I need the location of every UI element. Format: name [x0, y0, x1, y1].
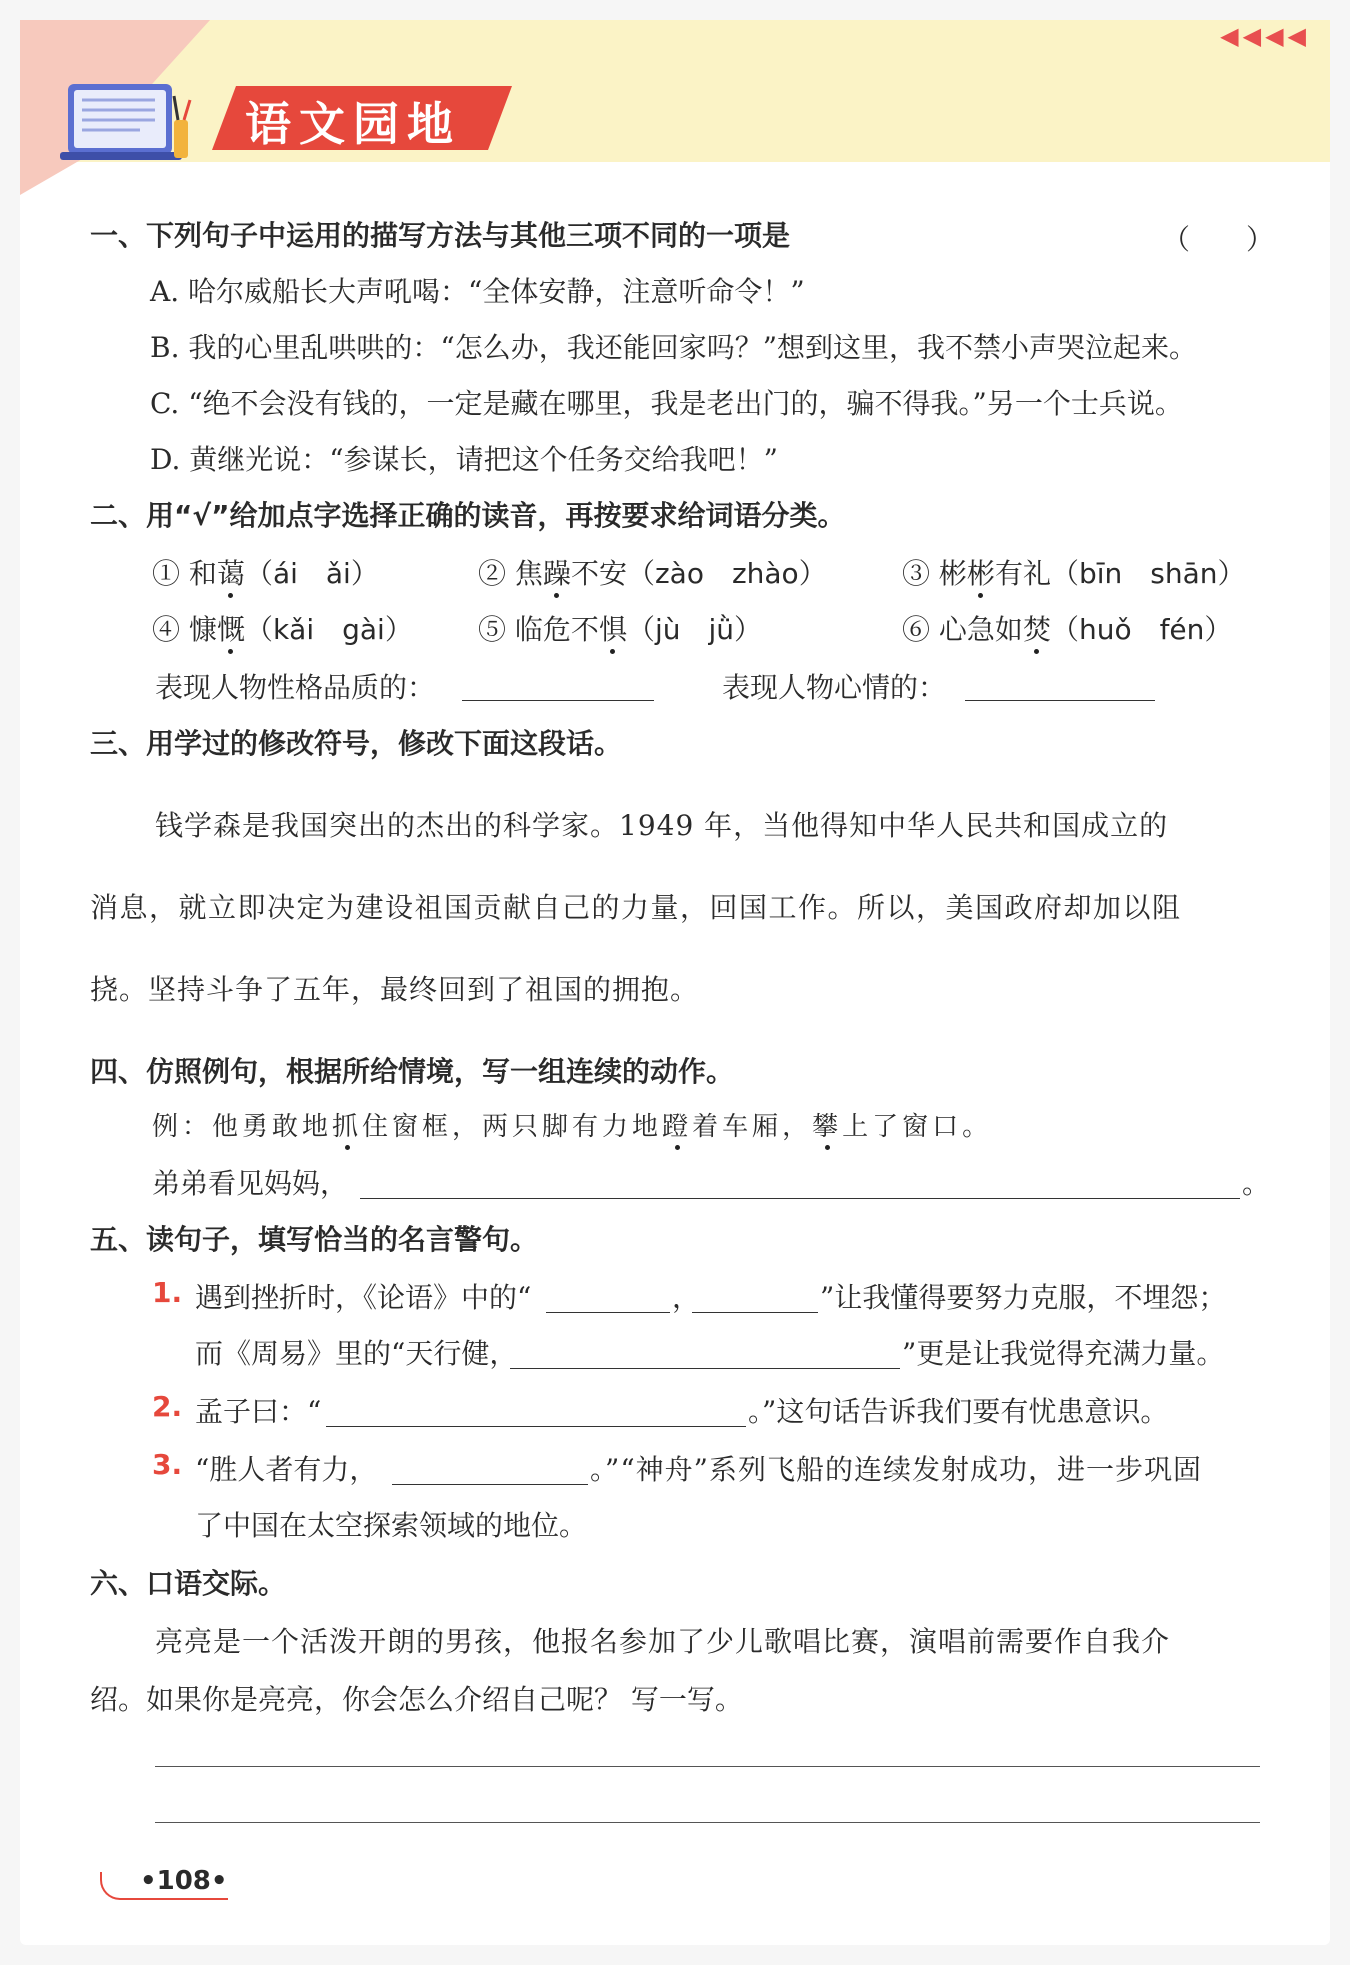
question-3-heading: 三、用学过的修改符号，修改下面这段话。 — [90, 727, 623, 760]
item-number: 2. — [152, 1390, 183, 1423]
option-b: B. 我的心里乱哄哄的：“怎么办，我还能回家吗？”想到这里，我不禁小声哭泣起来。 — [150, 331, 1198, 364]
item-number: 1. — [152, 1276, 183, 1309]
word-item-1: ① 和蔼（ái ǎi） — [152, 557, 379, 590]
writing-answer-line[interactable] — [155, 1766, 1260, 1767]
quote-item-1-text: 而《周易》里的“天行健， — [195, 1337, 518, 1370]
question-4-heading: 四、仿照例句，根据所给情境，写一组连续的动作。 — [90, 1055, 735, 1088]
option-d: D. 黄继光说：“参谋长，请把这个任务交给我吧！” — [150, 443, 778, 476]
example-sentence: 例：他勇敢地抓住窗框，两只脚有力地蹬着车厢，攀上了窗口。 — [152, 1112, 993, 1142]
chevron-decoration-icon: ◀◀◀◀ — [1220, 22, 1310, 50]
option-a: A. 哈尔威船长大声吼喝：“全体安静，注意听命令！” — [150, 275, 805, 308]
dotted-char: 彬 — [966, 557, 995, 590]
word-item-6: ⑥ 心急如焚（huǒ fén） — [902, 613, 1233, 646]
dotted-char: 慨 — [216, 613, 245, 646]
scenario-line: 亮亮是一个活泼开朗的男孩，他报名参加了少儿歌唱比赛，演唱前需要作自我介 — [155, 1625, 1171, 1658]
pinyin-choice[interactable]: （jù jǜ） — [626, 613, 763, 646]
quote-comma: ， — [672, 1281, 701, 1314]
pinyin-choice[interactable]: （zào zhào） — [626, 557, 827, 590]
quote-item-1-text: 遇到挫折时，《论语》中的“ — [195, 1281, 532, 1314]
word-item-3: ③ 彬彬有礼（bīn shān） — [902, 557, 1246, 590]
category-label-mood: 表现人物心情的： — [722, 671, 947, 704]
quote-item-1-text: ”让我懂得要努力克服，不埋怨； — [820, 1281, 1227, 1314]
writing-answer-line[interactable] — [155, 1822, 1260, 1823]
page-number: •108• — [140, 1866, 228, 1896]
word-item-4: ④ 慷慨（kǎi gài） — [152, 613, 413, 646]
imitation-answer-blank[interactable] — [360, 1198, 1240, 1199]
paragraph-line: 挠。坚持斗争了五年，最终回到了祖国的拥抱。 — [90, 973, 700, 1006]
dotted-char: 蔼 — [216, 557, 245, 590]
answer-bracket[interactable]: （ ） — [1162, 223, 1275, 256]
category-answer-blank[interactable] — [462, 700, 654, 701]
quote-blank[interactable] — [510, 1368, 900, 1369]
word-item-2: ② 焦躁不安（zào zhào） — [478, 557, 827, 590]
pinyin-choice[interactable]: （bīn shān） — [1050, 557, 1246, 590]
category-label-character: 表现人物性格品质的： — [155, 671, 436, 704]
quote-blank[interactable] — [392, 1484, 588, 1485]
item-number: 3. — [152, 1448, 183, 1481]
pinyin-choice[interactable]: （huǒ fén） — [1050, 613, 1233, 646]
pinyin-choice[interactable]: （ái ǎi） — [244, 557, 379, 590]
dotted-char: 惧 — [598, 613, 627, 646]
page-number-underline — [140, 1898, 228, 1900]
quote-item-3-text: 了中国在太空探索领域的地位。 — [195, 1509, 588, 1542]
question-1-heading: 一、下列句子中运用的描写方法与其他三项不同的一项是 — [90, 219, 791, 252]
question-5-heading: 五、读句子，填写恰当的名言警句。 — [90, 1223, 539, 1256]
quote-item-3-text: 。”“神舟”系列飞船的连续发射成功，进一步巩固 — [590, 1453, 1202, 1486]
dotted-char: 躁 — [542, 557, 571, 590]
option-c: C. “绝不会没有钱的，一定是藏在哪里，我是老出门的，骗不得我。”另一个士兵说。 — [150, 387, 1183, 420]
paragraph-line: 消息，就立即决定为建设祖国贡献自己的力量，回国工作。所以，美国政府却加以阻 — [90, 891, 1182, 924]
paragraph-line: 钱学森是我国突出的杰出的科学家。1949 年，当他得知中华人民共和国成立的 — [155, 809, 1169, 842]
pinyin-choice[interactable]: （kǎi gài） — [244, 613, 413, 646]
quote-item-1-text: ”更是让我觉得充满力量。 — [902, 1337, 1225, 1370]
quote-blank[interactable] — [692, 1312, 818, 1313]
quote-blank[interactable] — [546, 1312, 670, 1313]
laptop-book-icon — [60, 82, 200, 162]
quote-blank[interactable] — [326, 1426, 746, 1427]
question-2-heading: 二、用“√”给加点字选择正确的读音，再按要求给词语分类。 — [90, 499, 846, 532]
question-6-heading: 六、口语交际。 — [90, 1567, 287, 1600]
sentence-end: 。 — [1242, 1167, 1271, 1200]
quote-item-2-text: 。”这句话告诉我们要有忧患意识。 — [748, 1395, 1169, 1428]
scenario-line: 绍。如果你是亮亮，你会怎么介绍自己呢？ 写一写。 — [90, 1683, 743, 1716]
quote-item-3-text: “胜人者有力， — [195, 1453, 378, 1486]
dotted-char: 焚 — [1022, 613, 1051, 646]
quote-item-2-text: 孟子曰：“ — [195, 1395, 322, 1428]
section-title: 语文园地 — [245, 97, 461, 151]
category-answer-blank[interactable] — [965, 700, 1155, 701]
imitation-prompt: 弟弟看见妈妈， — [152, 1167, 349, 1200]
word-item-5: ⑤ 临危不惧（jù jǜ） — [478, 613, 763, 646]
